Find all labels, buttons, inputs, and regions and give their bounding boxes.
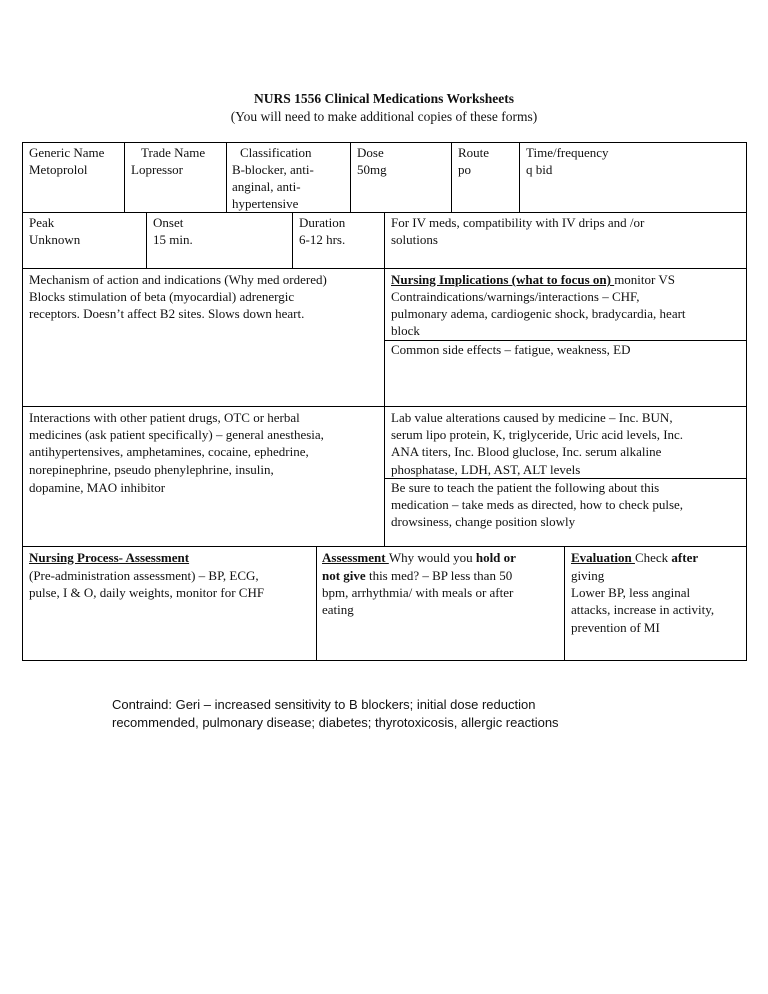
onset-label: Onset bbox=[153, 215, 184, 230]
assessment-text: not give bbox=[322, 568, 366, 583]
assessment-text: hold or bbox=[475, 550, 516, 565]
assessment-text: Why would you bbox=[388, 550, 476, 565]
iv-compatibility-text: For IV meds, compatibility with IV drips and /or bbox=[391, 215, 645, 230]
side-effects-text: Common side effects – fatigue, weakness, ED bbox=[391, 342, 631, 357]
evaluation-text: giving bbox=[571, 568, 605, 583]
classification-value: hypertensive bbox=[232, 196, 299, 211]
duration-value: 6-12 hrs. bbox=[299, 232, 346, 247]
evaluation-heading: Evaluation bbox=[571, 550, 635, 565]
grid-line bbox=[22, 142, 747, 143]
mechanism-text: receptors. Doesn’t affect B2 sites. Slows down heart. bbox=[29, 306, 305, 321]
assessment-text: this med? – BP less than 50 bbox=[365, 568, 513, 583]
lab-values-text: ANA titers, Inc. Blood gluclose, Inc. serum alkaline bbox=[391, 444, 662, 459]
iv-compatibility-text: solutions bbox=[391, 232, 438, 247]
interactions-text: dopamine, MAO inhibitor bbox=[29, 480, 166, 495]
nursing-implications-text: Contraindications/warnings/interactions – CHF, bbox=[391, 289, 640, 304]
peak-label: Peak bbox=[29, 215, 55, 230]
interactions-text: Interactions with other patient drugs, OTC or herbal bbox=[29, 410, 300, 425]
nursing-implications-text: pulmonary adema, cardiogenic shock, bradycardia, heart bbox=[391, 306, 686, 321]
nursing-implications-heading: Nursing Implications (what to focus on) bbox=[391, 272, 615, 287]
grid-line bbox=[22, 660, 747, 661]
nursing-process-text: pulse, I & O, daily weights, monitor for CHF bbox=[29, 585, 265, 600]
onset-value: 15 min. bbox=[153, 232, 193, 247]
generic-name-label: Generic Name bbox=[29, 145, 105, 160]
duration-label: Duration bbox=[299, 215, 346, 230]
route-label: Route bbox=[458, 145, 490, 160]
generic-name-value: Metoprolol bbox=[29, 162, 88, 177]
teach-text: drowsiness, change position slowly bbox=[391, 514, 576, 529]
time-frequency-label: Time/frequency bbox=[526, 145, 609, 160]
evaluation-text: Check bbox=[634, 550, 672, 565]
grid-line bbox=[292, 212, 293, 268]
page-title: NURS 1556 Clinical Medications Worksheets bbox=[253, 91, 514, 106]
grid-line bbox=[350, 142, 351, 212]
footer-note-line: Contraind: Geri – increased sensitivity to B blockers; initial dose reduction bbox=[112, 697, 536, 712]
assessment-text: bpm, arrhythmia/ with meals or after bbox=[322, 585, 514, 600]
nursing-implications-text: monitor VS bbox=[614, 272, 675, 287]
assessment-heading: Assessment bbox=[322, 550, 389, 565]
nursing-process-text: (Pre-administration assessment) – BP, ECG, bbox=[29, 568, 259, 583]
dose-value: 50mg bbox=[357, 162, 387, 177]
grid-line bbox=[564, 546, 565, 660]
mechanism-text: Blocks stimulation of beta (myocardial) adrenergic bbox=[29, 289, 295, 304]
grid-line bbox=[519, 142, 520, 212]
grid-line bbox=[451, 142, 452, 212]
assessment-text: eating bbox=[322, 602, 354, 617]
grid-line bbox=[226, 142, 227, 212]
trade-name-label: Trade Name bbox=[141, 145, 206, 160]
interactions-text: norepinephrine, pseudo phenylephrine, insulin, bbox=[29, 462, 274, 477]
grid-line bbox=[746, 142, 747, 661]
grid-line bbox=[22, 142, 23, 661]
dose-label: Dose bbox=[357, 145, 384, 160]
teach-text: Be sure to teach the patient the following about this bbox=[391, 480, 660, 495]
mechanism-text: Mechanism of action and indications (Why med ordered) bbox=[29, 272, 327, 287]
teach-text: medication – take meds as directed, how to check pulse, bbox=[391, 497, 684, 512]
grid-line bbox=[316, 546, 317, 660]
interactions-text: antihypertensives, amphetamines, cocaine, ephedrine, bbox=[29, 444, 309, 459]
grid-line bbox=[124, 142, 125, 212]
grid-line bbox=[146, 212, 147, 268]
lab-values-text: Lab value alterations caused by medicine – Inc. BUN, bbox=[391, 410, 673, 425]
evaluation-text: prevention of MI bbox=[571, 620, 660, 635]
lab-values-text: phosphatase, LDH, AST, ALT levels bbox=[391, 462, 581, 477]
route-value: po bbox=[458, 162, 471, 177]
interactions-text: medicines (ask patient specifically) – general anesthesia, bbox=[29, 427, 324, 442]
classification-value: anginal, anti- bbox=[232, 179, 301, 194]
classification-value: B-blocker, anti- bbox=[232, 162, 314, 177]
evaluation-text: Lower BP, less anginal bbox=[571, 585, 691, 600]
evaluation-text: attacks, increase in activity, bbox=[571, 602, 715, 617]
nursing-implications-text: block bbox=[391, 323, 420, 338]
evaluation-line bbox=[571, 549, 698, 567]
footer-note bbox=[112, 696, 559, 731]
assessment-line bbox=[322, 549, 516, 567]
grid-line bbox=[22, 546, 747, 547]
classification-label: Classification bbox=[240, 145, 312, 160]
lab-values-text: serum lipo protein, K, triglyceride, Uric acid levels, Inc. bbox=[391, 427, 684, 442]
assessment-line bbox=[322, 567, 512, 585]
trade-name-value: Lopressor bbox=[131, 162, 183, 177]
grid-line bbox=[384, 212, 385, 546]
nursing-process-heading: Nursing Process- Assessment bbox=[29, 550, 190, 565]
peak-value: Unknown bbox=[29, 232, 81, 247]
evaluation-text: after bbox=[671, 550, 699, 565]
page-subtitle: (You will need to make additional copies of these forms) bbox=[230, 109, 538, 124]
time-frequency-value: q bid bbox=[526, 162, 553, 177]
nursing-implications-line bbox=[391, 271, 675, 289]
footer-note-line: recommended, pulmonary disease; diabetes; thyrotoxicosis, allergic reactions bbox=[112, 714, 559, 730]
